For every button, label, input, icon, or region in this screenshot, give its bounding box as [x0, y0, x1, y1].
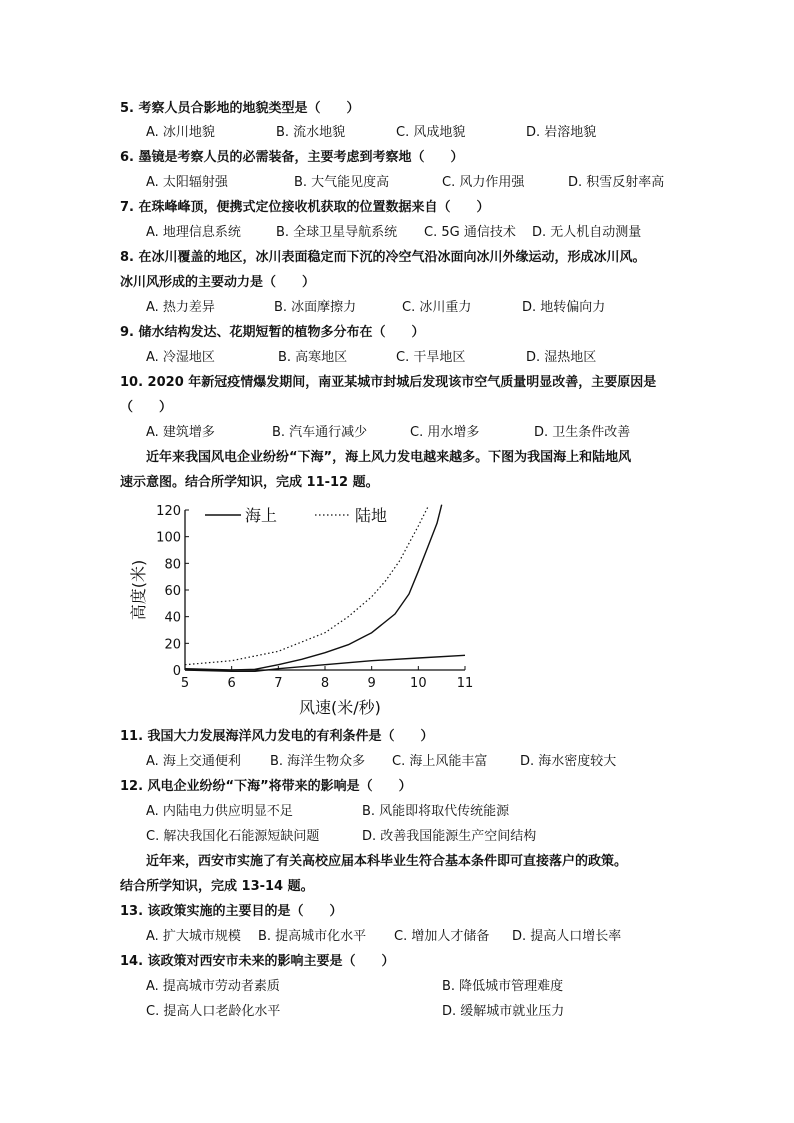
y-tick-label: 120: [156, 504, 181, 519]
q8-option-b: B. 冰面摩擦力: [274, 300, 357, 315]
question-13-stem: 13. 该政策实施的主要目的是（ ）: [120, 904, 343, 919]
q13-option-c: C. 增加人才储备: [394, 929, 490, 944]
x-tick-label: 11: [456, 676, 474, 691]
intro-13-14-line1: 近年来，西安市实施了有关高校应届本科毕业生符合基本条件即可直接落户的政策。: [146, 854, 628, 869]
q12-option-a: A. 内陆电力供应明显不足: [146, 804, 293, 819]
y-tick-label: 40: [164, 610, 181, 626]
question-8-stem-line1: 8. 在冰川覆盖的地区，冰川表面稳定而下沉的冷空气沿冰面向冰川外缘运动，形成冰川风。: [120, 250, 646, 265]
q9-option-d: D. 湿热地区: [526, 350, 597, 365]
question-6-stem: 6. 墨镜是考察人员的必需装备，主要考虑到考察地（ ）: [120, 150, 464, 165]
legend-label-2: 陆地: [355, 506, 388, 525]
q10-option-c: C. 用水增多: [410, 425, 480, 440]
q10-option-d: D. 卫生条件改善: [534, 425, 631, 440]
q5-option-b: B. 流水地貌: [276, 125, 346, 140]
question-14-stem: 14. 该政策对西安市未来的影响主要是（ ）: [120, 954, 395, 969]
q7-option-b: B. 全球卫星导航系统: [276, 225, 398, 240]
q8-option-d: D. 地转偏向力: [522, 300, 606, 315]
q11-option-a: A. 海上交通便利: [146, 754, 241, 769]
x-tick-label: 7: [274, 676, 283, 691]
q13-option-d: D. 提高人口增长率: [512, 929, 622, 944]
y-tick-label: 60: [164, 584, 181, 599]
q11-option-b: B. 海洋生物众多: [270, 754, 366, 769]
q6-option-a: A. 太阳辐射强: [146, 175, 228, 190]
q8-option-c: C. 冰川重力: [402, 300, 472, 315]
q14-option-b: B. 降低城市管理难度: [442, 979, 564, 994]
q10-option-a: A. 建筑增多: [146, 425, 215, 440]
question-12-stem: 12. 风电企业纷纷“下海”将带来的影响是（ ）: [120, 779, 412, 794]
intro-11-12-line1: 近年来我国风电企业纷纷“下海”，海上风力发电越来越多。下图为我国海上和陆地风: [146, 450, 632, 465]
q13-option-b: B. 提高城市化水平: [258, 929, 367, 944]
question-10-stem-line2: （ ）: [120, 400, 173, 415]
series-line-1: [185, 505, 442, 670]
q9-option-a: A. 冷湿地区: [146, 350, 215, 365]
q9-option-b: B. 高寒地区: [278, 350, 348, 365]
q5-option-d: D. 岩溶地貌: [526, 125, 597, 140]
x-tick-label: 9: [367, 676, 376, 691]
q14-option-c: C. 提高人口老龄化水平: [146, 1004, 281, 1019]
x-axis-title: 风速(米/秒): [299, 698, 381, 717]
q5-option-c: C. 风成地貌: [396, 125, 466, 140]
question-9-stem: 9. 储水结构发达、花期短暂的植物多分布在（ ）: [120, 325, 425, 340]
q12-option-c: C. 解决我国化石能源短缺问题: [146, 829, 320, 844]
x-tick-label: 6: [227, 676, 236, 691]
q9-option-c: C. 干旱地区: [396, 350, 466, 365]
q12-option-d: D. 改善我国能源生产空间结构: [362, 829, 537, 844]
q7-option-c: C. 5G 通信技术: [424, 225, 516, 240]
intro-13-14-line2: 结合所学知识，完成 13-14 题。: [120, 879, 314, 894]
question-7-stem: 7. 在珠峰峰顶，便携式定位接收机获取的位置数据来自（ ）: [120, 200, 490, 215]
q11-option-d: D. 海水密度较大: [520, 754, 617, 769]
q5-option-a: A. 冰川地貌: [146, 125, 215, 140]
q14-option-a: A. 提高城市劳动者素质: [146, 979, 280, 994]
legend-label-1: 海上: [245, 506, 278, 525]
q8-option-a: A. 热力差异: [146, 300, 215, 315]
q10-option-b: B. 汽车通行减少: [272, 425, 368, 440]
x-tick-label: 5: [180, 676, 190, 691]
q7-option-a: A. 地理信息系统: [146, 225, 241, 240]
q7-option-d: D. 无人机自动测量: [532, 225, 642, 240]
y-axis-title: 高度(米): [129, 559, 148, 621]
y-tick-label: 100: [156, 530, 181, 546]
q11-option-c: C. 海上风能丰富: [392, 754, 488, 769]
x-tick-label: 8: [320, 676, 330, 691]
wind-speed-chart: [120, 495, 490, 720]
series-line-2: [185, 507, 428, 664]
x-tick-label: 10: [410, 676, 427, 691]
question-5-stem: 5. 考察人员合影地的地貌类型是（ ）: [120, 101, 360, 116]
q14-option-d: D. 缓解城市就业压力: [442, 1004, 565, 1019]
question-8-stem-line2: 冰川风形成的主要动力是（ ）: [120, 275, 316, 290]
y-tick-label: 20: [164, 637, 181, 653]
intro-11-12-line2: 速示意图。结合所学知识，完成 11-12 题。: [120, 475, 379, 490]
q13-option-a: A. 扩大城市规模: [146, 929, 241, 944]
y-tick-label: 0: [172, 664, 181, 679]
q12-option-b: B. 风能即将取代传统能源: [362, 804, 510, 819]
question-10-stem-line1: 10. 2020 年新冠疫情爆发期间，南亚某城市封城后发现该市空气质量明显改善，主要原因是: [120, 375, 657, 390]
q6-option-c: C. 风力作用强: [442, 175, 525, 190]
q6-option-d: D. 积雪反射率高: [568, 175, 665, 190]
q6-option-b: B. 大气能见度高: [294, 175, 390, 190]
question-11-stem: 11. 我国大力发展海洋风力发电的有利条件是（ ）: [120, 729, 434, 744]
y-tick-label: 80: [164, 557, 181, 573]
